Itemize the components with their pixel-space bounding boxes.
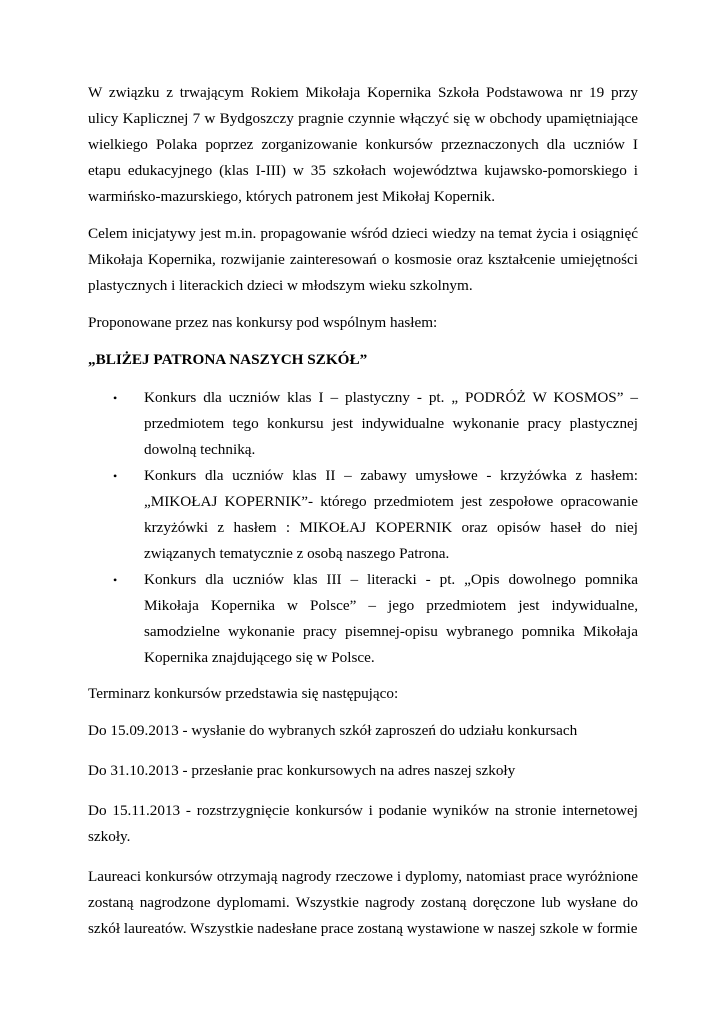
contest-text: Konkurs dla uczniów klas III – literacki - pt. „Opis dowolnego pomnika Mikołaja Kopernika w Polsce” – jego przedmiotem jest indywidualne, samodzielne wykonanie pracy pisemnej-opisu wybranego pomnika Mikołaja Kopernika znajdującego się w Polsce.	[144, 571, 638, 666]
bullet-icon: •	[113, 573, 118, 587]
schedule-intro: Terminarz konkursów przedstawia się następująco:	[88, 685, 399, 702]
motto-heading: „BLIŻEJ PATRONA NASZYCH SZKÓŁ”	[88, 351, 368, 368]
deadline-item: Do 15.11.2013 - rozstrzygnięcie konkursów i podanie wyników na stronie internetowej szkoły.	[88, 802, 638, 845]
intro-paragraph: W związku z trwającym Rokiem Mikołaja Kopernika Szkoła Podstawowa nr 19 przy ulicy Kaplicznej 7 w Bydgoszczy pragnie czynnie włączyć się w obchody upamiętniające wielkiego Polaka poprzez zorganizowanie konkursów przeznaczonych dla uczniów I etapu edukacyjnego (klas I-III) w 35 szkołach województwa kujawsko-pomorskiego i warmińsko-mazurskiego, których patronem jest Mikołaj Kopernik.	[88, 84, 638, 205]
list-item	[88, 567, 638, 671]
goal-paragraph: Celem inicjatywy jest m.in. propagowanie wśród dzieci wiedzy na temat życia i osiągnięć Mikołaja Kopernika, rozwijanie zainteresowań o kosmosie oraz kształcenie umiejętności plastycznych i literackich dzieci w młodszym wieku szkolnym.	[88, 225, 638, 294]
bullet-icon: •	[113, 391, 118, 405]
contest-list	[88, 385, 638, 671]
contest-text: Konkurs dla uczniów klas I – plastyczny - pt. „ PODRÓŻ W KOSMOS” – przedmiotem tego konkursu jest indywidualne wykonanie pracy plastycznej dowolną techniką.	[144, 389, 638, 458]
closing-paragraph: Laureaci konkursów otrzymają nagrody rzeczowe i dyplomy, natomiast prace wyróżnione zostaną nagrodzone dyplomami. Wszystkie nagrody zostaną doręczone lub wysłane do szkół laureatów. Wszystkie nadesłane prace zostaną wystawione w naszej szkole w formie	[88, 868, 638, 937]
contest-text: Konkurs dla uczniów klas II – zabawy umysłowe - krzyżówka z hasłem: „MIKOŁAJ KOPERNIK”- którego przedmiotem jest zespołowe opracowanie krzyżówki z hasłem : MIKOŁAJ KOPERNIK oraz opisów haseł do niej związanych tematycznie z osobą naszego Patrona.	[144, 467, 638, 562]
bullet-icon: •	[113, 469, 118, 483]
proposal-line: Proponowane przez nas konkursy pod wspólnym hasłem:	[88, 314, 438, 331]
document-page	[88, 80, 638, 953]
deadline-item: Do 31.10.2013 - przesłanie prac konkursowych na adres naszej szkoły	[88, 762, 516, 779]
deadline-item: Do 15.09.2013 - wysłanie do wybranych szkół zaproszeń do udziału konkursach	[88, 722, 578, 739]
list-item	[88, 385, 638, 463]
list-item	[88, 463, 638, 567]
